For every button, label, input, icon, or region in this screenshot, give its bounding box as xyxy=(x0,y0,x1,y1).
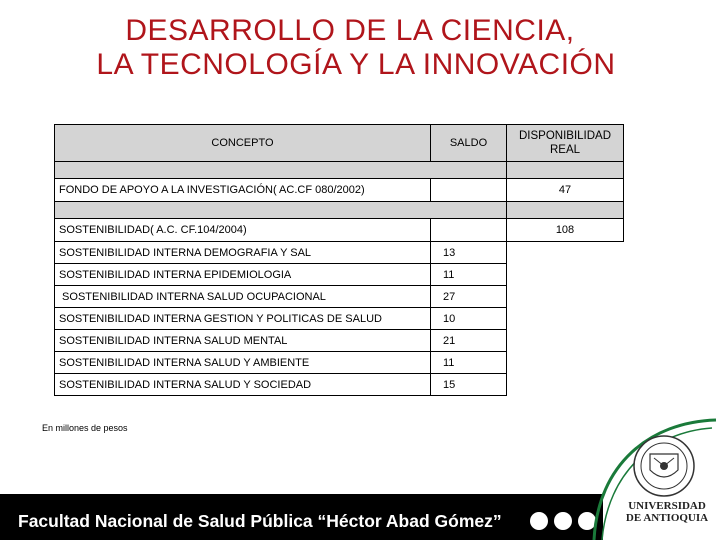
fondo-value: 47 xyxy=(507,179,624,202)
table-row xyxy=(55,352,624,374)
university-name-line-1: UNIVERSIDAD xyxy=(628,500,706,512)
row-saldo: 10 xyxy=(431,308,507,330)
table-header-row xyxy=(55,125,624,162)
table-row-sostenibilidad xyxy=(55,219,624,242)
header-disponibilidad: DISPONIBILIDAD REAL xyxy=(507,125,624,162)
table-row xyxy=(55,242,624,264)
footer-dot-icon xyxy=(554,512,572,530)
row-saldo: 13 xyxy=(431,242,507,264)
table-row xyxy=(55,308,624,330)
row-label: SOSTENIBILIDAD INTERNA SALUD Y SOCIEDAD xyxy=(55,374,431,396)
table-row xyxy=(55,330,624,352)
university-name-line-2: DE ANTIOQUIA xyxy=(625,512,709,524)
row-label: SOSTENIBILIDAD INTERNA SALUD MENTAL xyxy=(55,330,431,352)
footer-title: Facultad Nacional de Salud Pública “Héctor Abad Gómez” xyxy=(18,511,502,531)
table-row xyxy=(55,286,624,308)
row-saldo: 21 xyxy=(431,330,507,352)
fondo-label: FONDO DE APOYO A LA INVESTIGACIÓN( AC.CF 080/2002) xyxy=(55,179,431,202)
university-name xyxy=(614,500,720,524)
row-label: SOSTENIBILIDAD INTERNA SALUD Y AMBIENTE xyxy=(55,352,431,374)
table-row xyxy=(55,264,624,286)
table-row-fondo xyxy=(55,179,624,202)
units-note: En millones de pesos xyxy=(42,423,128,433)
sostenibilidad-value: 108 xyxy=(507,219,624,242)
spacer-row xyxy=(55,162,624,179)
header-saldo: SALDO xyxy=(431,125,507,162)
title-line-1: DESARROLLO DE LA CIENCIA, xyxy=(125,14,575,47)
budget-table xyxy=(54,124,624,396)
row-label: SOSTENIBILIDAD INTERNA SALUD OCUPACIONAL xyxy=(55,286,431,308)
sostenibilidad-label: SOSTENIBILIDAD( A.C. CF.104/2004) xyxy=(55,219,431,242)
row-label: SOSTENIBILIDAD INTERNA GESTION Y POLITICAS DE SALUD xyxy=(55,308,431,330)
row-label: SOSTENIBILIDAD INTERNA EPIDEMIOLOGIA xyxy=(55,264,431,286)
title-line-2: LA TECNOLOGÍA Y LA INNOVACIÓN xyxy=(96,48,616,81)
row-saldo: 15 xyxy=(431,374,507,396)
row-saldo: 11 xyxy=(431,352,507,374)
footer-dot-icon xyxy=(530,512,548,530)
page-title xyxy=(0,14,720,82)
table-row xyxy=(55,374,624,396)
row-saldo: 27 xyxy=(431,286,507,308)
spacer-row xyxy=(55,202,624,219)
row-saldo: 11 xyxy=(431,264,507,286)
header-concepto: CONCEPTO xyxy=(55,125,431,162)
row-label: SOSTENIBILIDAD INTERNA DEMOGRAFIA Y SAL xyxy=(55,242,431,264)
